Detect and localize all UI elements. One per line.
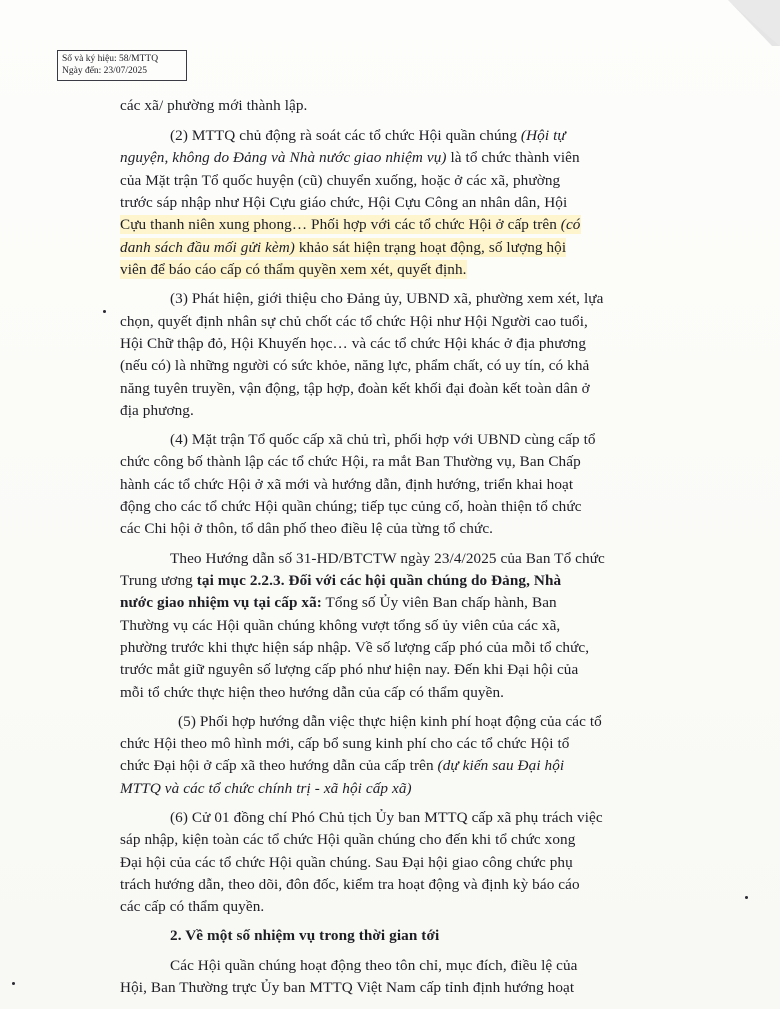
text-line xyxy=(120,683,504,702)
text-line xyxy=(120,616,560,635)
text-line xyxy=(170,126,566,145)
bold-run: 2. Về một số nhiệm vụ trong thời gian tới xyxy=(170,927,440,945)
text-run: chức Hội theo mô hình mới, cấp bổ sung kinh phí cho các tổ chức Hội tổ xyxy=(120,735,570,753)
text-line xyxy=(120,356,589,375)
text-line xyxy=(120,312,588,331)
italic-run: (có xyxy=(556,216,581,234)
text-run: Theo Hướng dẫn số 31-HD/BTCTW ngày 23/4/2025 của Ban Tổ chức xyxy=(170,549,605,567)
text-line xyxy=(120,519,493,538)
text-line xyxy=(120,379,590,398)
text-run: (3) Phát hiện, giới thiệu cho Đảng ủy, UBND xã, phường xem xét, lựa xyxy=(170,290,604,308)
text-line-overflow xyxy=(120,897,264,916)
text-run: hành các tổ chức Hội ở xã mới và hướng dẫn, định hướng, triển khai hoạt xyxy=(120,475,574,493)
text-run: Hội, Ban Thường trực Ủy ban MTTQ Việt Nam cấp tỉnh định hướng hoạt xyxy=(120,979,575,996)
scan-speck xyxy=(12,982,15,985)
italic-run: danh sách đầu mối gửi kèm) xyxy=(120,238,295,256)
text-run: các xã/ phường mới thành lập. xyxy=(120,97,308,114)
text-run: chọn, quyết định nhân sự chủ chốt các tổ chức Hội như Hội Người cao tuổi, xyxy=(120,312,588,330)
text-line xyxy=(170,808,603,827)
text-line xyxy=(120,475,573,494)
text-run: (6) Cử 01 đồng chí Phó Chủ tịch Ủy ban MTTQ cấp xã phụ trách việc xyxy=(170,808,603,826)
text-run: Đại hội của các tổ chức Hội quần chúng. Sau Đại hội giao công chức phụ xyxy=(120,853,573,871)
text-run: khảo sát hiện trạng hoạt động, số lượng hội xyxy=(294,238,567,256)
text-run: là tổ chức thành viên xyxy=(446,149,580,167)
page-corner-fold xyxy=(660,0,780,60)
text-run: (nếu có) là những người có sức khỏe, năng lực, phẩm chất, có uy tín, có khả xyxy=(120,357,590,375)
text-line xyxy=(170,430,596,449)
text-run: trước sáp nhập như Hội Cựu giáo chức, Hội Cựu Công an nhân dân, Hội xyxy=(120,194,568,212)
stamp-document-number: Số và ký hiệu: 58/MTTQ xyxy=(62,54,159,64)
text-line xyxy=(120,853,573,872)
text-line xyxy=(120,638,589,657)
text-line xyxy=(120,238,566,257)
text-run: địa phương. xyxy=(120,401,194,419)
scan-speck xyxy=(745,896,748,899)
text-line xyxy=(170,289,603,308)
text-line xyxy=(120,756,564,775)
text-line xyxy=(120,96,307,115)
text-line xyxy=(120,171,560,190)
text-line xyxy=(178,712,602,731)
text-run: của Mặt trận Tổ quốc huyện (cũ) chuyển xuống, hoặc ở các xã, phường xyxy=(120,171,561,189)
text-run: phường trước khi thực hiện sáp nhập. Về số lượng cấp phó của mỗi tổ chức, xyxy=(120,638,590,656)
received-stamp xyxy=(57,50,187,81)
text-run: mỗi tổ chức thực hiện theo hướng dẫn của cấp có thẩm quyền. xyxy=(120,683,505,701)
text-line xyxy=(120,779,412,798)
scan-speck xyxy=(103,310,106,313)
text-line xyxy=(120,660,578,679)
text-line xyxy=(120,334,586,353)
text-run: chức công bố thành lập các tổ chức Hội, ra mắt Ban Thường vụ, Ban Chấp xyxy=(120,453,581,471)
bold-run: tại mục 2.2.3. Đối với các hội quần chúng do Đảng, Nhà xyxy=(192,571,562,589)
text-line xyxy=(120,401,194,420)
text-line-overflow xyxy=(170,926,439,945)
text-run: trước mắt giữ nguyên số lượng cấp phó như hiện nay. Đến khi Đại hội của xyxy=(120,661,579,679)
text-line xyxy=(120,734,569,753)
italic-run: nguyện, không do Đảng và Nhà nước giao nhiệm vụ) xyxy=(120,149,447,167)
text-line xyxy=(120,215,581,234)
text-run: các cấp có thẩm quyền. xyxy=(120,898,265,916)
text-line xyxy=(120,497,582,516)
text-line xyxy=(120,193,567,212)
text-run: sáp nhập, kiện toàn các tổ chức Hội quần chúng cho đến khi tổ chức xong xyxy=(120,831,576,849)
text-run: Cựu thanh niên xung phong… Phối hợp với các tổ chức Hội ở cấp trên xyxy=(120,216,557,234)
text-line-overflow xyxy=(170,956,578,975)
text-run: Tổng số Ủy viên Ban chấp hành, Ban xyxy=(321,594,557,612)
text-run: chức Đại hội ở cấp xã theo hướng dẫn của cấp trên xyxy=(120,757,434,775)
text-line xyxy=(120,452,581,471)
text-line-overflow xyxy=(120,875,580,894)
text-run: năng tuyên truyền, vận động, tập hợp, đoàn kết khối đại đoàn kết toàn dân ở xyxy=(120,379,590,397)
text-line xyxy=(170,549,605,568)
text-run: Thường vụ các Hội quần chúng không vượt tổng số ủy viên của các xã, xyxy=(120,616,561,634)
italic-run: MTTQ và các tổ chức chính trị - xã hội cấp xã) xyxy=(120,779,412,797)
text-run: (5) Phối hợp hướng dẫn việc thực hiện kinh phí hoạt động của các tổ xyxy=(178,712,602,730)
text-run: Trung ương xyxy=(120,571,193,589)
text-run: trách hướng dẫn, theo dõi, đôn đốc, kiểm tra hoạt động và định kỳ báo cáo xyxy=(120,875,580,893)
text-line-overflow xyxy=(120,978,574,997)
text-line xyxy=(120,148,580,167)
text-run: các Chi hội ở thôn, tổ dân phố theo điều lệ của từng tổ chức. xyxy=(120,520,494,538)
text-line xyxy=(120,571,561,590)
text-run: (2) MTTQ chủ động rà soát các tổ chức Hội quần chúng xyxy=(170,127,518,145)
text-line xyxy=(120,593,557,612)
text-run: động cho các tổ chức Hội quần chúng; tiếp tục củng cố, hoàn thiện tổ chức xyxy=(120,498,582,516)
italic-run: (dự kiến sau Đại hội xyxy=(433,757,565,775)
bold-run: nước giao nhiệm vụ tại cấp xã: xyxy=(120,594,322,612)
text-line xyxy=(120,830,575,849)
text-run: Các Hội quần chúng hoạt động theo tôn chỉ, mục đích, điều lệ của xyxy=(170,956,578,974)
text-run: Hội Chữ thập đỏ, Hội Khuyến học… và các tổ chức Hội khác ở địa phương xyxy=(120,334,587,352)
italic-run: (Hội tự xyxy=(517,127,566,145)
stamp-received-date: Ngày đến: 23/07/2025 xyxy=(62,66,147,76)
text-run: (4) Mặt trận Tổ quốc cấp xã chủ trì, phối hợp với UBND cùng cấp tổ xyxy=(170,431,596,449)
text-line xyxy=(120,260,467,279)
text-run: viên để báo cáo cấp có thẩm quyền xem xét, quyết định. xyxy=(120,261,467,279)
